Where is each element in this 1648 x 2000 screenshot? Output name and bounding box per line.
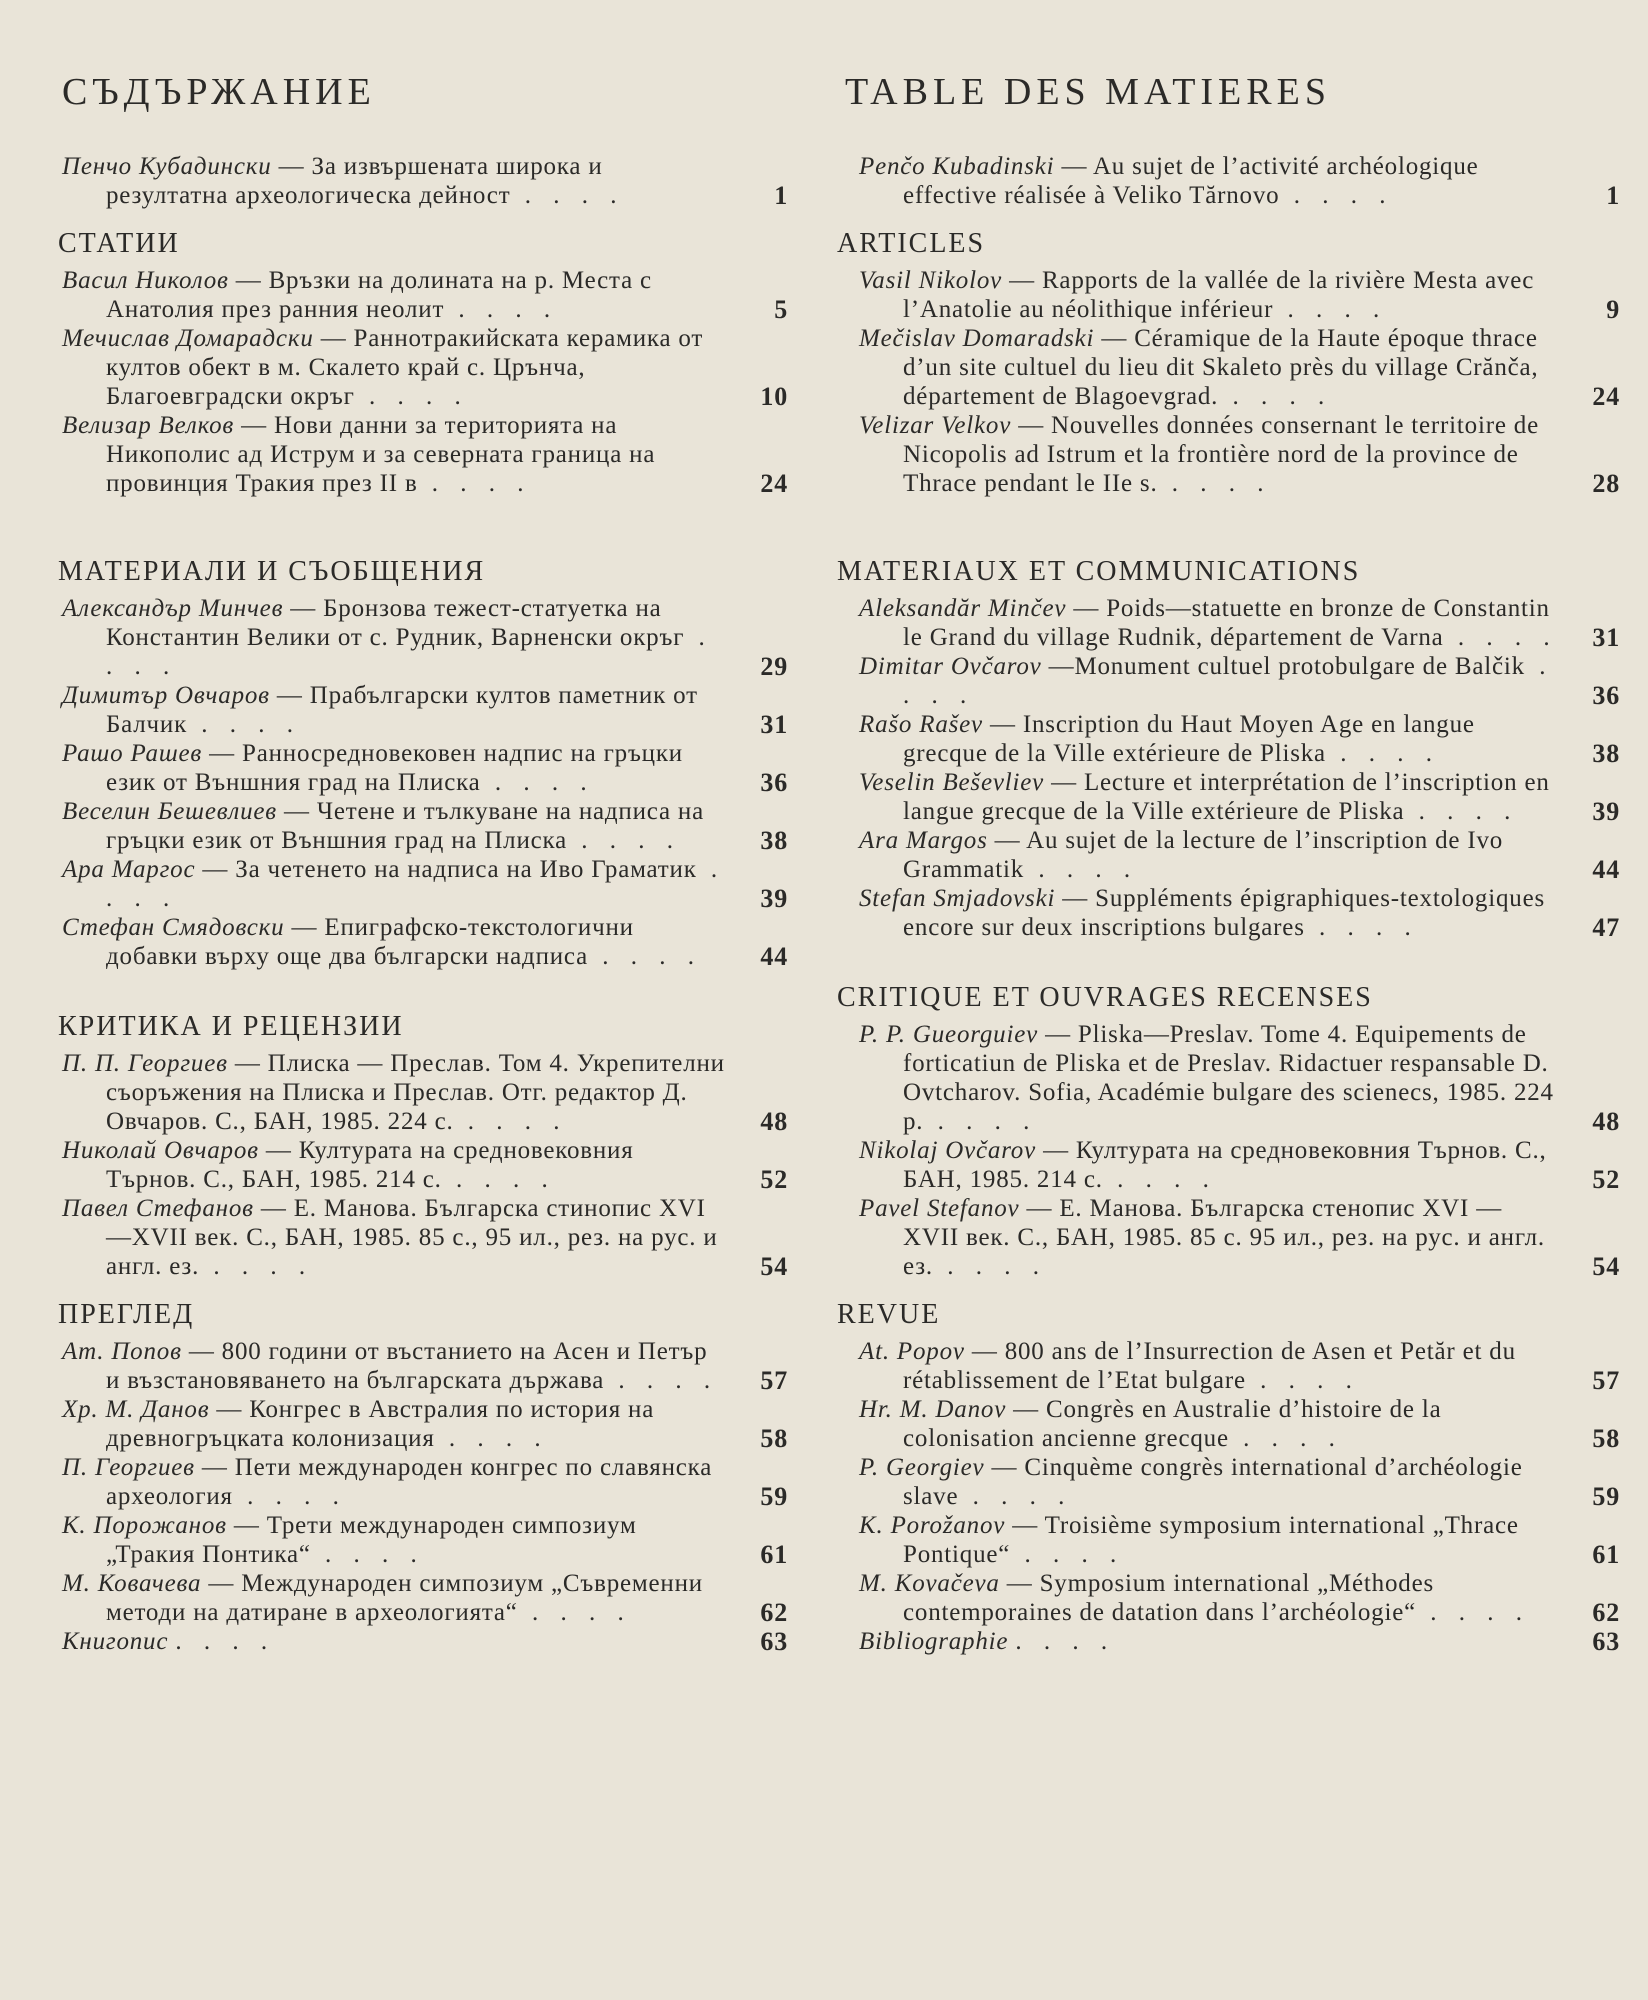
entry-title: — 800 години от въстанието на Асен и Петър и възстановяването на българската държава (106, 1338, 708, 1394)
entry-author: Stefan Smjadovski (859, 885, 1056, 912)
toc-entry (825, 594, 1620, 652)
entry-title: — Pliska—Preslav. Tome 4. Equipements de forticatiun de Pliska et de Preslav. Ridactuer respansable D. Ovtcharov. Sofia, Académie bulgare des scienecs, 1985. 224 p. (903, 1021, 1554, 1135)
page-number: 48 (1592, 1107, 1620, 1136)
page-number: 9 (1606, 295, 1620, 324)
toc-entry (825, 1020, 1620, 1136)
entry-author: P. Georgiev (859, 1454, 985, 1481)
page-number: 1 (774, 181, 788, 210)
entry-author: Pavel Stefanov (859, 1195, 1020, 1222)
leader-dots: . . . . (1102, 1166, 1217, 1193)
leader-dots: . . . . (187, 711, 302, 738)
entry-title: — Раннотракийската керамика от култов обект в м. Скалето край с. Црънча, Благоевградски окръг (106, 325, 704, 410)
page-number: 38 (1592, 739, 1620, 768)
entry-title: — Културата на средновековния Търнов. С., БАН, 1985. 214 с. (903, 1137, 1547, 1193)
section-title: СТАТИИ (58, 228, 180, 259)
toc-entry (825, 1511, 1620, 1569)
entry-author: Димитър Овчаров (62, 682, 270, 709)
entry-author: P. P. Gueorguiev (859, 1021, 1038, 1048)
entry-author: Пенчо Кубадински (62, 153, 272, 180)
entry-title: — Бронзова тежест-статуетка на Константин Велики от с. Рудник, Варненски окръг (106, 595, 685, 651)
page-number: 63 (760, 1627, 788, 1656)
page-number: 62 (760, 1598, 788, 1627)
toc-entry (28, 1395, 788, 1453)
entry-title: — Ранносредновековен надпис на гръцки език от Външния град на Плиска (106, 740, 683, 796)
section-title: МАТЕРИАЛИ И СЪОБЩЕНИЯ (58, 556, 486, 587)
page-number: 54 (1592, 1252, 1620, 1281)
page-number: 52 (1592, 1165, 1620, 1194)
toc-entry (28, 152, 788, 210)
page-number: 1 (1606, 181, 1620, 210)
page-number: 57 (1592, 1366, 1620, 1395)
entry-author: Rašo Rašev (859, 711, 983, 738)
entry-author: К. Порожанов (62, 1512, 227, 1539)
toc-entry (28, 913, 788, 971)
entry-author: Николай Овчаров (62, 1137, 259, 1164)
entry-title: — Au sujet de la lecture de l’inscription de Ivo Grammatik (903, 827, 1504, 883)
leader-dots: . . . . (175, 1628, 276, 1655)
page-number: 48 (760, 1107, 788, 1136)
leader-dots: . . . . (417, 470, 532, 497)
leader-dots: . . . . (604, 1367, 719, 1394)
leader-dots: . . . . (903, 653, 1554, 709)
leader-dots: . . . . (1279, 182, 1394, 209)
entry-title: — Конгрес в Австралия по история на древногръцката колонизация (106, 1396, 655, 1452)
toc-entry (825, 1569, 1620, 1627)
page-number: 5 (774, 295, 788, 324)
toc-entry (825, 768, 1620, 826)
page-number: 28 (1592, 469, 1620, 498)
page-number: 36 (1592, 681, 1620, 710)
entry-title: — Е. Манова. Българска стенопис XVI — XVII век. С., БАН, 1985. 85 с. 95 ил., рез. на рус. и англ. ез. (903, 1195, 1545, 1280)
toc-sections (825, 152, 1620, 1656)
entry-author: Bibliographie (859, 1628, 1009, 1655)
leader-dots: . . . . (1404, 798, 1519, 825)
entry-author: Aleksandăr Minčev (859, 595, 1067, 622)
section-title: CRITIQUE ET OUVRAGES RECENSES (837, 982, 1373, 1013)
entry-title: — Au sujet de l’activité archéologique effective réalisée à Veliko Tărnovo (903, 153, 1479, 209)
page-number: 52 (760, 1165, 788, 1194)
leader-dots: . . . . (106, 624, 713, 680)
leader-dots: . . . . (1325, 740, 1440, 767)
leader-dots: . . . . (1443, 624, 1558, 651)
leader-dots: . . . . (1218, 383, 1333, 410)
entry-title: — Културата на средновековния Търнов. С., БАН, 1985. 214 с. (106, 1137, 634, 1193)
entry-author: Васил Николов (62, 267, 229, 294)
toc-entry (28, 681, 788, 739)
leader-dots: . . . . (480, 769, 595, 796)
toc-entry (28, 1511, 788, 1569)
toc-entry (825, 1337, 1620, 1395)
leader-dots: . . . . (1024, 856, 1139, 883)
entry-title: — Трети международен симпозиум „Тракия Понтика“ (106, 1512, 637, 1568)
leader-dots: . . . . (1304, 914, 1419, 941)
leader-dots: . . . . (1228, 1425, 1343, 1452)
entry-author: M. Kovačeva (859, 1570, 1000, 1597)
toc-sections (28, 152, 788, 1656)
page-number: 59 (1592, 1482, 1620, 1511)
entry-title: — Troisième symposium international „Thrace Pontique“ (903, 1512, 1519, 1568)
page-number: 62 (1592, 1598, 1620, 1627)
leader-dots: . . . . (453, 1108, 568, 1135)
entry-author: Vasil Nikolov (859, 267, 1003, 294)
section-title: ПРЕГЛЕД (58, 1299, 195, 1330)
entry-title: — Нови данни за територията на Никополис ад Иструм и за северната граница на провинция Тракия през II в (106, 412, 656, 497)
page-title: СЪДЪРЖАНИЕ (62, 71, 376, 113)
toc-entry (28, 411, 788, 498)
toc-entry (28, 1453, 788, 1511)
page-number: 58 (760, 1424, 788, 1453)
page-number: 31 (760, 710, 788, 739)
entry-author: Ат. Попов (62, 1338, 182, 1365)
leader-dots: . . . . (444, 296, 559, 323)
leader-dots: . . . . (932, 1253, 1047, 1280)
section-title: REVUE (837, 1299, 941, 1330)
page-number: 44 (760, 942, 788, 971)
entry-author: K. Porožanov (859, 1512, 1006, 1539)
leader-dots: . . . . (566, 827, 681, 854)
toc-entry (28, 739, 788, 797)
toc-entry (28, 324, 788, 411)
section-title: MATERIAUX ET COMMUNICATIONS (837, 556, 1361, 587)
toc-entry (825, 266, 1620, 324)
page-number: 47 (1592, 913, 1620, 942)
page-number: 24 (1592, 382, 1620, 411)
entry-author: Ара Маргос (62, 856, 196, 883)
leader-dots: . . . . (1245, 1367, 1360, 1394)
toc-entry (825, 152, 1620, 210)
page-number: 61 (760, 1540, 788, 1569)
page-number: 39 (1592, 797, 1620, 826)
entry-author: Павел Стефанов (62, 1195, 254, 1222)
toc-entry (28, 1049, 788, 1136)
entry-title: — Poids—statuette en bronze de Constantin le Grand du village Rudnik, département de Varna (903, 595, 1550, 651)
toc-entry (28, 594, 788, 681)
entry-author: Александър Минчев (62, 595, 284, 622)
page-number: 54 (760, 1252, 788, 1281)
entry-author: Ara Margos (859, 827, 988, 854)
toc-entry (825, 411, 1620, 498)
page-number: 59 (760, 1482, 788, 1511)
page-number: 57 (760, 1366, 788, 1395)
toc-entry (825, 652, 1620, 710)
page-number: 36 (760, 768, 788, 797)
toc-entry (825, 1627, 1620, 1656)
toc-entry (28, 797, 788, 855)
page-number: 44 (1592, 855, 1620, 884)
leader-dots: . . . . (958, 1483, 1073, 1510)
entry-title: — Епиграфско-текстологични добавки върху още два български надписа (106, 914, 634, 970)
leader-dots: . . . . (1416, 1599, 1530, 1626)
entry-author: П. Георгиев (62, 1454, 195, 1481)
entry-author: Velizar Velkov (859, 412, 1012, 439)
leader-dots: . . . . (434, 1425, 549, 1452)
entry-title: — Congrès en Australie d’histoire de la colonisation ancienne grecque (903, 1396, 1442, 1452)
page-number: 29 (760, 652, 788, 681)
toc-entry (825, 1395, 1620, 1453)
toc-entry (28, 1569, 788, 1627)
entry-author: At. Popov (859, 1338, 965, 1365)
entry-author: Nikolaj Ovčarov (859, 1137, 1037, 1164)
toc-entry (28, 266, 788, 324)
toc-entry (825, 1453, 1620, 1511)
leader-dots: . . . . (441, 1166, 556, 1193)
entry-author: Penčo Kubadinski (859, 153, 1055, 180)
leader-dots: . . . . (1273, 296, 1388, 323)
entry-title: — Lecture et interprétation de l’inscription en langue grecque de la Ville extérieure de Pliska (903, 769, 1550, 825)
page-number: 10 (760, 382, 788, 411)
section-title: КРИТИКА И РЕЦЕНЗИИ (58, 1011, 404, 1042)
entry-author: Книгопис (62, 1628, 169, 1655)
entry-title: — Международен симпозиум „Съвременни методи на датиране в археологията“ (106, 1570, 703, 1626)
leader-dots: . . . . (1015, 1628, 1116, 1655)
toc-entry (28, 855, 788, 913)
entry-title: — Прабългарски култов паметник от Балчик (106, 682, 698, 738)
toc-column-bulgarian (28, 70, 788, 1656)
toc-entry (28, 1627, 788, 1656)
page-number: 31 (1592, 623, 1620, 652)
toc-entry (825, 826, 1620, 884)
entry-author: Велизар Велков (62, 412, 235, 439)
entry-title: — Четене и тълкуване на надписа на гръцки език от Външния град на Плиска (106, 798, 705, 854)
toc-column-french (825, 70, 1620, 1656)
entry-title: — Céramique de la Haute époque thrace d’un site cultuel du lieu dit Skaleto près du village Crănča, département de Blagoevgrad. (903, 325, 1539, 410)
entry-author: Dimitar Ovčarov (859, 653, 1042, 680)
entry-author: П. П. Георгиев (62, 1050, 228, 1077)
page-number: 63 (1592, 1627, 1620, 1656)
leader-dots: . . . . (510, 182, 625, 209)
entry-author: Veselin Beševliev (859, 769, 1045, 796)
entry-title: — Suppléments épigraphiques-textologiques encore sur deux inscriptions bulgares (903, 885, 1546, 941)
entry-author: Mečislav Domaradski (859, 325, 1095, 352)
leader-dots: . . . . (923, 1108, 1038, 1135)
entry-title: — 800 ans de l’Insurrection de Asen et Petăr et du rétablissement de l’Etat bulgare (903, 1338, 1516, 1394)
entry-title: — Плиска — Преслав. Том 4. Укрепителни съоръжения на Плиска и Преслав. Отг. редактор Д. Овчаров. С., БАН, 1985. 224 с. (106, 1050, 725, 1135)
page-number: 24 (760, 469, 788, 498)
leader-dots: . . . . (106, 856, 726, 912)
entry-author: Мечислав Домарадски (62, 325, 314, 352)
toc-entry (28, 1337, 788, 1395)
toc-entry (825, 710, 1620, 768)
leader-dots: . . . . (1010, 1541, 1125, 1568)
entry-title: — Symposium international „Méthodes contemporaines de datation dans l’archéologie“ (903, 1570, 1435, 1626)
leader-dots: . . . . (588, 943, 703, 970)
page-number: 39 (760, 884, 788, 913)
entry-title: — Е. Манова. Българска стинопис XVI—XVII век. С., БАН, 1985. 85 с., 95 ил., рез. на рус. и англ. ез. (106, 1195, 718, 1280)
toc-entry (825, 884, 1620, 942)
toc-entry (28, 1194, 788, 1281)
entry-title: — Cinquème congrès international d’archéologie slave (903, 1454, 1523, 1510)
leader-dots: . . . . (517, 1599, 632, 1626)
entry-title: — Пети международен конгрес по славянска археология (106, 1454, 713, 1510)
entry-title: — За четенето на надписа на Иво Граматик (202, 856, 697, 883)
leader-dots: . . . . (199, 1253, 314, 1280)
entry-author: Хр. М. Данов (62, 1396, 210, 1423)
entry-title: — За извършената широка и резултатна археологическа дейност (106, 153, 603, 209)
toc-entry (825, 1136, 1620, 1194)
entry-author: Рашо Рашев (62, 740, 203, 767)
leader-dots: . . . . (1157, 470, 1272, 497)
entry-title: — Nouvelles données consernant le territoire de Nicopolis ad Istrum et la frontière nord de la province de Thrace pendant le IIe s. (903, 412, 1539, 497)
page-number: 61 (1592, 1540, 1620, 1569)
leader-dots: . . . . (354, 383, 469, 410)
entry-author: М. Ковачева (62, 1570, 202, 1597)
entry-title: — Rapports de la vallée de la rivière Mesta avec l’Anatolie au néolithique inférieur (903, 267, 1535, 323)
toc-entry (28, 1136, 788, 1194)
leader-dots: . . . . (310, 1541, 425, 1568)
toc-entry (825, 1194, 1620, 1281)
page-number: 38 (760, 826, 788, 855)
entry-author: Веселин Бешевлиев (62, 798, 277, 825)
leader-dots: . . . . (232, 1483, 347, 1510)
page-title: TABLE DES MATIERES (845, 71, 1331, 113)
toc-entry (825, 324, 1620, 411)
entry-title: — Inscription du Haut Moyen Age en langue grecque de la Ville extérieure de Pliska (903, 711, 1475, 767)
entry-title: —Monument cultuel protobulgare de Balčik (1048, 653, 1525, 680)
page-number: 58 (1592, 1424, 1620, 1453)
entry-title: — Връзки на долината на р. Места с Анатолия през ранния неолит (106, 267, 652, 323)
section-title: ARTICLES (837, 228, 986, 259)
entry-author: Стефан Смядовски (62, 914, 285, 941)
entry-author: Hr. M. Danov (859, 1396, 1007, 1423)
